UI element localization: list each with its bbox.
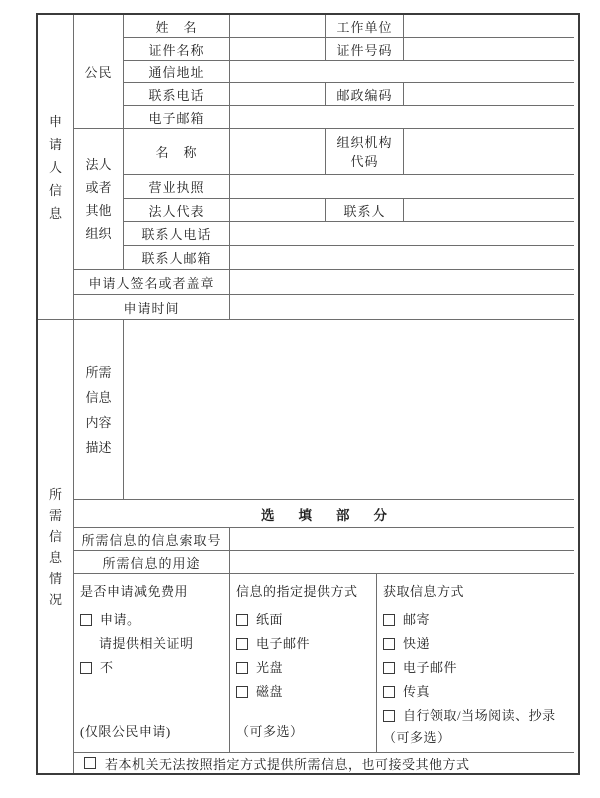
org-name-input[interactable] <box>230 129 326 175</box>
checkbox-self-pickup-icon[interactable] <box>383 710 395 722</box>
content-desc-label-text: 所需信息内容描述 <box>85 364 112 455</box>
contact-email-input[interactable] <box>230 246 574 270</box>
contact-input[interactable] <box>404 199 574 222</box>
fallback-option-row[interactable] <box>74 753 574 773</box>
work-unit-input[interactable] <box>404 15 574 38</box>
address-label: 通信地址 <box>124 61 230 83</box>
email-label: 电子邮箱 <box>124 106 230 129</box>
required-info-section <box>38 320 578 773</box>
obtain-option-fax-label: 传真 <box>403 684 431 699</box>
usage-label: 所需信息的用途 <box>74 551 230 574</box>
fee-waiver-group <box>74 574 230 753</box>
required-info-side-label-text: 所需信息情况 <box>48 486 62 607</box>
provide-option-paper[interactable] <box>236 608 372 632</box>
content-desc-label <box>74 320 124 500</box>
provide-option-cd-label: 光盘 <box>256 660 284 675</box>
checkbox-express-icon[interactable] <box>383 638 395 650</box>
provide-method-note: （可多选） <box>236 724 304 739</box>
index-no-label: 所需信息的信息索取号 <box>74 528 230 551</box>
obtain-option-mail-label: 邮寄 <box>403 612 431 627</box>
name-input[interactable] <box>230 15 326 38</box>
legal-rep-label: 法人代表 <box>124 199 230 222</box>
content-desc-input[interactable] <box>124 320 574 500</box>
phone-input[interactable] <box>230 83 326 106</box>
cert-no-input[interactable] <box>404 38 574 61</box>
provide-method-group <box>230 574 377 753</box>
fee-waiver-title: 是否申请减免费用 <box>80 584 189 599</box>
obtain-option-email[interactable] <box>383 656 570 680</box>
name-label: 姓 名 <box>124 15 230 38</box>
apply-time-input[interactable] <box>230 295 574 320</box>
address-input[interactable] <box>230 61 574 83</box>
obtain-option-self-pickup[interactable] <box>383 704 570 728</box>
obtain-method-note: （可多选） <box>383 730 451 745</box>
cert-name-input[interactable] <box>230 38 326 61</box>
org-group-label-text: 法人或者其他组织 <box>85 157 112 241</box>
license-input[interactable] <box>230 175 574 199</box>
signature-label: 申请人签名或者盖章 <box>74 270 230 295</box>
legal-rep-input[interactable] <box>230 199 326 222</box>
contact-phone-label: 联系人电话 <box>124 222 230 246</box>
required-info-side-label <box>38 320 74 773</box>
provide-option-cd[interactable] <box>236 656 372 680</box>
citizen-group-label: 公民 <box>74 15 124 129</box>
postcode-input[interactable] <box>404 83 574 106</box>
checkbox-mail-icon[interactable] <box>383 614 395 626</box>
contact-label: 联系人 <box>326 199 404 222</box>
obtain-option-express-label: 快递 <box>403 636 431 651</box>
org-code-input[interactable] <box>404 129 574 175</box>
org-code-label-text: 组织机构代码 <box>336 134 393 169</box>
email-input[interactable] <box>230 106 574 129</box>
work-unit-label: 工作单位 <box>326 15 404 38</box>
applicant-info-section <box>38 15 578 320</box>
applicant-side-label <box>38 15 74 320</box>
contact-phone-input[interactable] <box>230 222 574 246</box>
checkbox-email-provide-icon[interactable] <box>236 638 248 650</box>
postcode-label: 邮政编码 <box>326 83 404 106</box>
provide-option-disk-label: 磁盘 <box>256 684 284 699</box>
phone-label: 联系电话 <box>124 83 230 106</box>
obtain-option-self-pickup-label: 自行领取/当场阅读、抄录 <box>403 708 556 723</box>
fee-apply-note: 请提供相关证明 <box>99 636 194 651</box>
provide-option-disk[interactable] <box>236 680 372 704</box>
contact-email-label: 联系人邮箱 <box>124 246 230 270</box>
fee-option-apply-label: 申请。 <box>100 612 141 627</box>
usage-input[interactable] <box>230 551 574 574</box>
checkbox-apply-icon[interactable] <box>80 614 92 626</box>
optional-section-header: 选填部分 <box>74 500 574 528</box>
org-code-label <box>326 129 404 175</box>
fee-note: (仅限公民申请) <box>80 724 171 739</box>
license-label: 营业执照 <box>124 175 230 199</box>
provide-option-paper-label: 纸面 <box>256 612 284 627</box>
application-form-table <box>36 13 580 775</box>
obtain-method-group <box>377 574 574 753</box>
fee-option-no-label: 不 <box>100 660 114 675</box>
obtain-option-mail[interactable] <box>383 608 570 632</box>
cert-name-label: 证件名称 <box>124 38 230 61</box>
signature-input[interactable] <box>230 270 574 295</box>
checkbox-cd-icon[interactable] <box>236 662 248 674</box>
obtain-method-title: 获取信息方式 <box>383 584 465 599</box>
checkbox-email-obtain-icon[interactable] <box>383 662 395 674</box>
org-name-label: 名 称 <box>124 129 230 175</box>
cert-no-label: 证件号码 <box>326 38 404 61</box>
obtain-option-express[interactable] <box>383 632 570 656</box>
checkbox-no-icon[interactable] <box>80 662 92 674</box>
apply-time-label: 申请时间 <box>74 295 230 320</box>
obtain-option-email-label: 电子邮件 <box>403 660 458 675</box>
org-group-label <box>74 129 124 270</box>
checkbox-fax-icon[interactable] <box>383 686 395 698</box>
provide-method-title: 信息的指定提供方式 <box>236 584 358 599</box>
provide-option-email[interactable] <box>236 632 372 656</box>
checkbox-accept-other-icon[interactable] <box>84 757 96 769</box>
index-no-input[interactable] <box>230 528 574 551</box>
fee-option-apply[interactable] <box>80 608 225 632</box>
checkbox-disk-icon[interactable] <box>236 686 248 698</box>
applicant-side-label-text: 申请人信息 <box>48 113 62 221</box>
fee-option-no[interactable] <box>80 656 225 680</box>
provide-option-email-label: 电子邮件 <box>256 636 311 651</box>
obtain-option-fax[interactable] <box>383 680 570 704</box>
fallback-option-label: 若本机关无法按照指定方式提供所需信息，也可接受其他方式 <box>105 756 470 772</box>
checkbox-paper-icon[interactable] <box>236 614 248 626</box>
